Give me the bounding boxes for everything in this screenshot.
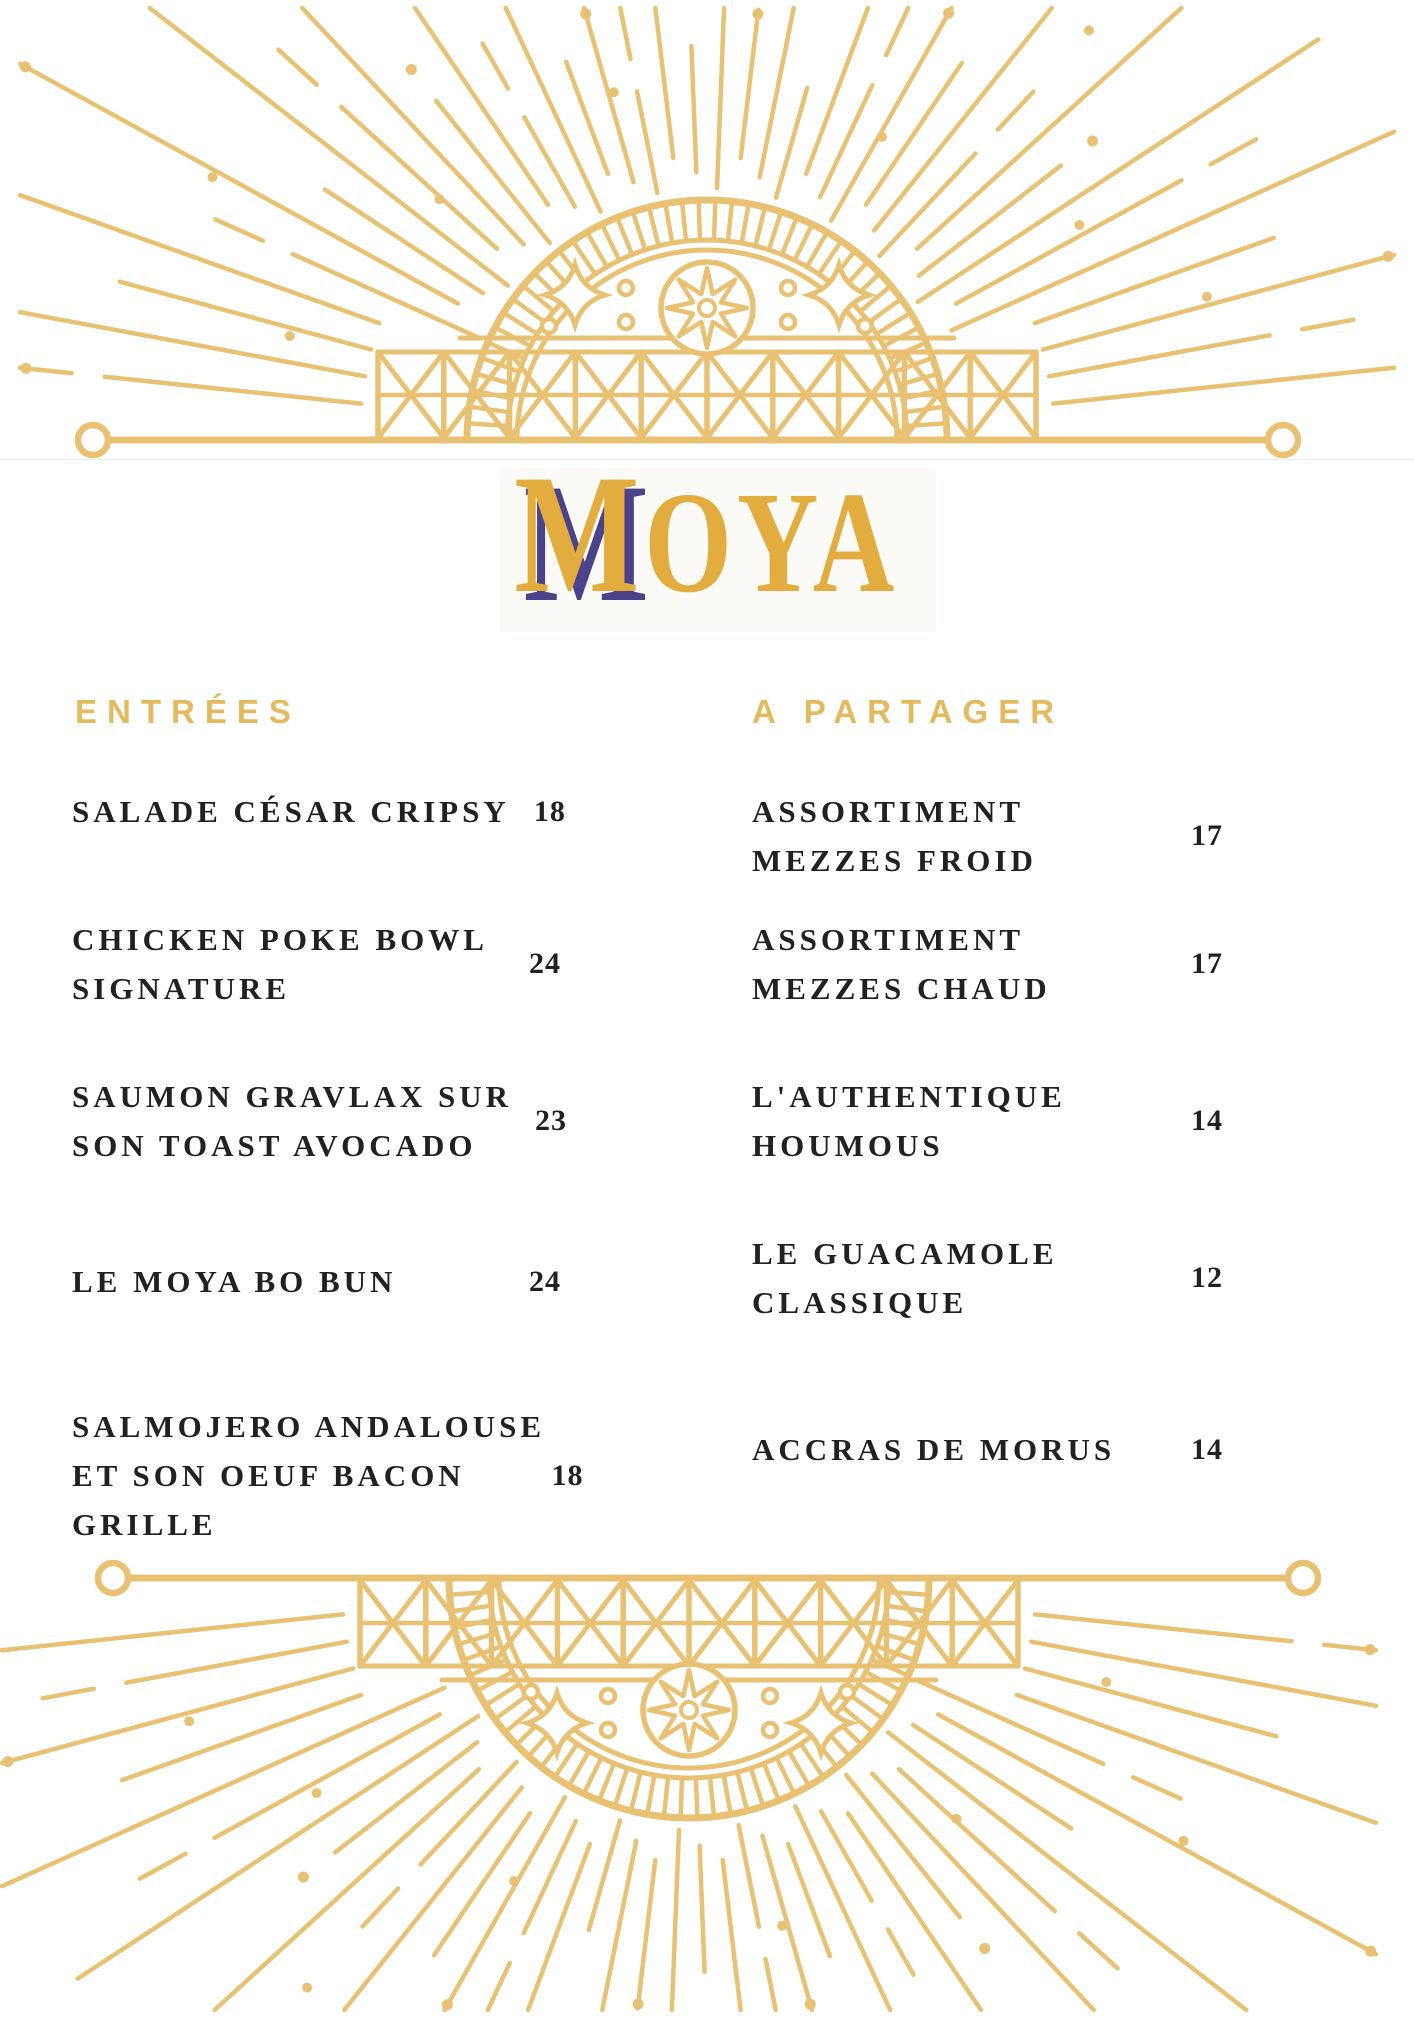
item-name-line: MEZZES CHAUD [752, 971, 1051, 1006]
item-name-line: ASSORTIMENT [752, 794, 1025, 829]
item-name-line: SALADE CÉSAR CRIPSY [72, 794, 510, 829]
item-price: 18 [551, 1458, 584, 1492]
item-name-line: CHICKEN POKE BOWL [72, 922, 488, 957]
item-name [752, 1072, 1162, 1170]
item-name-line: SALMOJERO ANDALOUSE [72, 1409, 546, 1444]
item-price: 24 [529, 1264, 561, 1298]
menu-item [752, 1072, 1252, 1170]
sunburst-ornament [0, 1548, 1396, 2018]
item-name-line: SON TOAST AVOCADO [72, 1128, 477, 1163]
item-name-line: GRILLE [72, 1507, 217, 1542]
item-name-line: SIGNATURE [72, 971, 291, 1006]
item-name [752, 1229, 1162, 1327]
item-name-line: CLASSIQUE [752, 1285, 968, 1320]
item-name-line: LE GUACAMOLE [752, 1236, 1058, 1271]
item-price: 12 [1191, 1261, 1223, 1294]
menu-item [752, 1425, 1252, 1474]
item-price: 14 [1191, 1432, 1223, 1466]
item-name [752, 787, 1162, 885]
item-price: 17 [1191, 947, 1223, 980]
menu-item [752, 787, 1252, 885]
item-name-line: ACCRAS DE MORUS [752, 1432, 1116, 1467]
item-price: 14 [1191, 1104, 1223, 1137]
sunburst-ornament-bottom [0, 1548, 1396, 2018]
item-price: 18 [533, 794, 566, 828]
item-name [752, 915, 1162, 1013]
item-name [752, 1425, 1162, 1474]
item-price: 23 [535, 1104, 568, 1137]
item-name-line: HOUMOUS [752, 1128, 944, 1163]
item-name-line: SAUMON GRAVLAX SUR [72, 1079, 513, 1114]
item-name-line: MEZZES FROID [752, 843, 1037, 878]
menu-item [752, 915, 1252, 1013]
section-title-a-partager: A PARTAGER [752, 693, 1065, 730]
item-name-line: ASSORTIMENT [752, 922, 1025, 957]
menu-item [752, 1229, 1252, 1327]
item-name-line: L'AUTHENTIQUE [752, 1079, 1066, 1114]
item-price: 17 [1191, 819, 1223, 852]
item-name-line: LE MOYA BO BUN [72, 1264, 397, 1299]
logo-letters-oya: OYA [644, 463, 900, 623]
item-name-line: ET SON OEUF BACON [72, 1458, 465, 1493]
section-title-entrees: ENTRÉES [75, 693, 301, 730]
logo-letter-m: M [514, 440, 645, 628]
item-price: 24 [529, 947, 561, 980]
